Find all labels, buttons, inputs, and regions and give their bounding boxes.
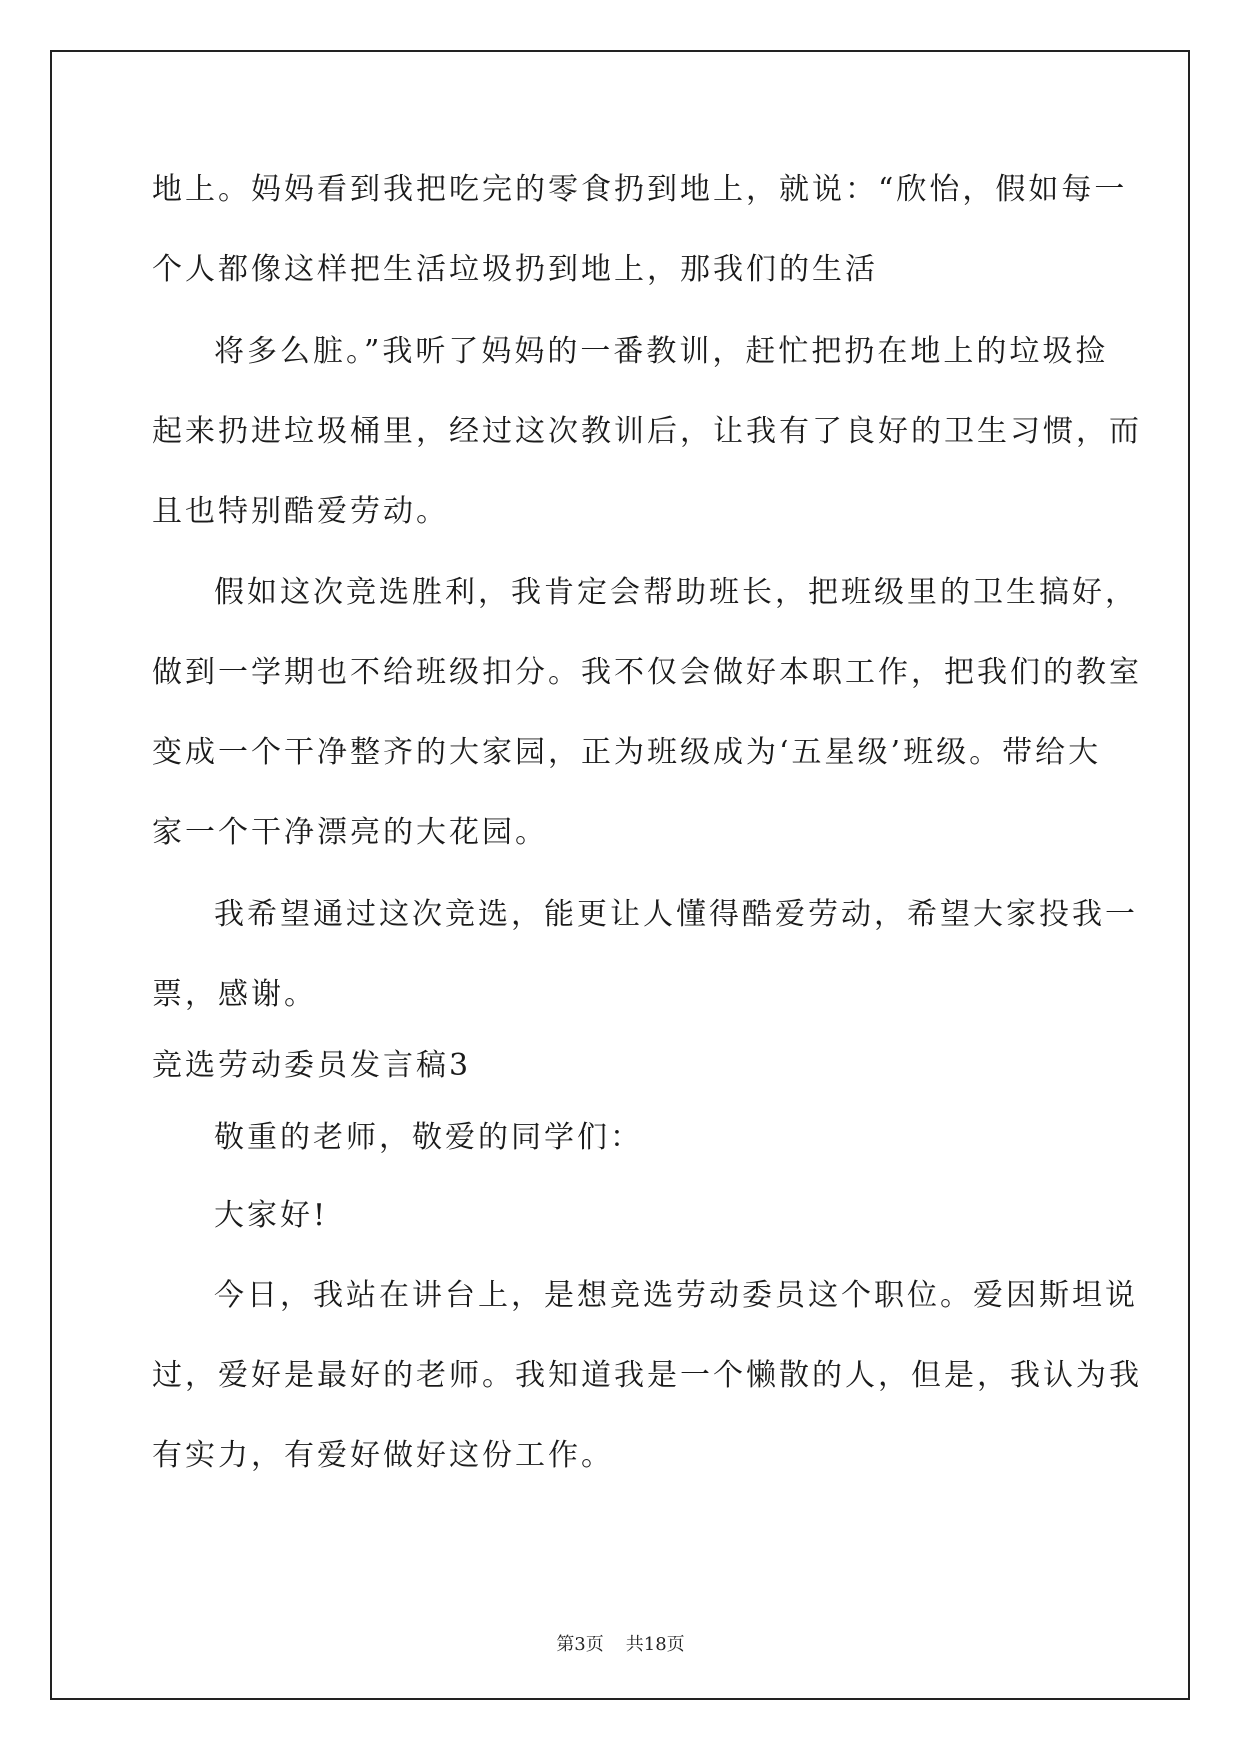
salutation-line: 敬重的老师，敬爱的同学们： — [214, 1120, 643, 1155]
body-line-9: 家一个干净漂亮的大花园。 — [152, 815, 548, 850]
body-line-8: 变成一个干净整齐的大家园，正为班级成为‘五星级’班级。带给大 — [152, 735, 1102, 770]
body-line-13: 过，爱好是最好的老师。我知道我是一个懒散的人，但是，我认为我 — [152, 1358, 1142, 1393]
page-number: 第3页 — [556, 1634, 604, 1655]
body-line-7: 做到一学期也不给班级扣分。我不仅会做好本职工作，把我们的教室 — [152, 655, 1142, 690]
body-line-11: 票，感谢。 — [152, 977, 317, 1012]
body-line-1: 地上。妈妈看到我把吃完的零食扔到地上，就说：“欣怡，假如每一 — [152, 172, 1128, 207]
greeting-line: 大家好! — [214, 1198, 329, 1233]
body-line-3: 将多么脏。”我听了妈妈的一番教训，赶忙把扔在地上的垃圾捡 — [214, 334, 1109, 369]
page-footer — [0, 1633, 1241, 1657]
body-line-2: 个人都像这样把生活垃圾扔到地上，那我们的生活 — [152, 252, 878, 287]
body-line-14: 有实力，有爱好做好这份工作。 — [152, 1438, 614, 1473]
body-line-12: 今日，我站在讲台上，是想竞选劳动委员这个职位。爱因斯坦说 — [214, 1278, 1138, 1313]
body-line-10: 我希望通过这次竞选，能更让人懂得酷爱劳动，希望大家投我一 — [214, 897, 1138, 932]
section-heading: 竞选劳动委员发言稿3 — [152, 1048, 472, 1083]
body-line-6: 假如这次竞选胜利，我肯定会帮助班长，把班级里的卫生搞好， — [214, 575, 1138, 610]
body-line-5: 且也特别酷爱劳动。 — [152, 494, 449, 529]
body-line-4: 起来扔进垃圾桶里，经过这次教训后，让我有了良好的卫生习惯，而 — [152, 414, 1142, 449]
total-pages: 共18页 — [625, 1634, 685, 1655]
